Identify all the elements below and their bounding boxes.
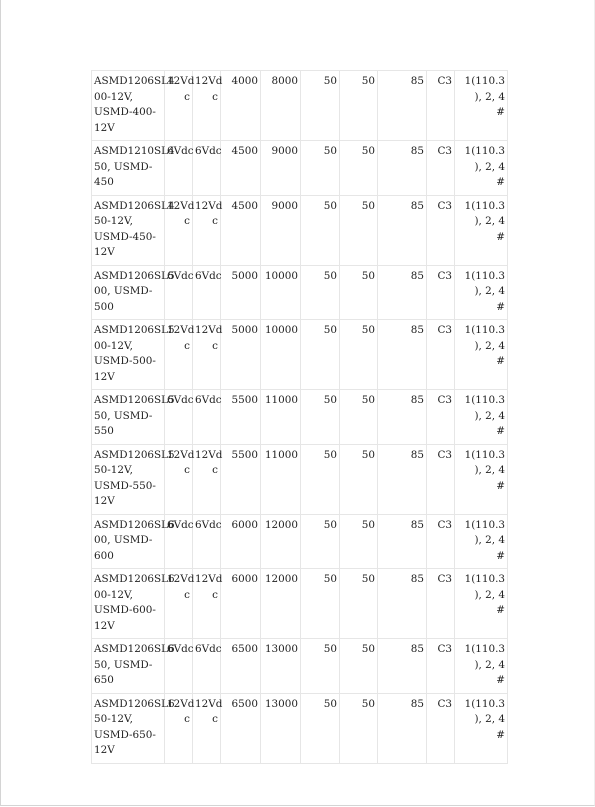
part-number-cell: ASMD1206SL5 00-12V, USMD-500- 12V: [92, 320, 165, 390]
hold-current-cell: 5500: [221, 390, 261, 445]
part-number-cell: ASMD1206SL5 00, USMD- 500: [92, 265, 165, 320]
table-row: [92, 141, 508, 196]
table-row: [92, 639, 508, 694]
spec-table: [91, 70, 508, 764]
max-current-2-cell: 50: [340, 195, 378, 265]
max-current-cell: 50: [301, 141, 340, 196]
trip-current-cell: 12000: [261, 514, 301, 569]
voltage-rated-cell: 12Vd c: [193, 444, 221, 514]
trip-current-cell: 11000: [261, 390, 301, 445]
reference-cell: 1(110.3 ), 2, 4 #: [455, 390, 508, 445]
max-current-2-cell: 50: [340, 639, 378, 694]
trip-current-cell: 13000: [261, 639, 301, 694]
voltage-max-cell: 12Vd c: [165, 320, 193, 390]
temperature-cell: 85: [378, 639, 427, 694]
hold-current-cell: 6500: [221, 693, 261, 763]
table-row: [92, 444, 508, 514]
table-row: [92, 265, 508, 320]
part-number-cell: ASMD1206SL6 50, USMD- 650: [92, 639, 165, 694]
hold-current-cell: 6500: [221, 639, 261, 694]
voltage-rated-cell: 12Vd c: [193, 195, 221, 265]
code-cell: C3: [427, 444, 455, 514]
temperature-cell: 85: [378, 195, 427, 265]
trip-current-cell: 11000: [261, 444, 301, 514]
code-cell: C3: [427, 639, 455, 694]
temperature-cell: 85: [378, 444, 427, 514]
code-cell: C3: [427, 569, 455, 639]
voltage-rated-cell: 12Vd c: [193, 71, 221, 141]
max-current-cell: 50: [301, 639, 340, 694]
reference-cell: 1(110.3 ), 2, 4 #: [455, 141, 508, 196]
code-cell: C3: [427, 71, 455, 141]
part-number-cell: ASMD1206SL4 00-12V, USMD-400- 12V: [92, 71, 165, 141]
voltage-max-cell: 12Vd c: [165, 71, 193, 141]
reference-cell: 1(110.3 ), 2, 4 #: [455, 444, 508, 514]
table-row: [92, 514, 508, 569]
code-cell: C3: [427, 141, 455, 196]
reference-cell: 1(110.3 ), 2, 4 #: [455, 693, 508, 763]
voltage-rated-cell: 12Vd c: [193, 569, 221, 639]
hold-current-cell: 4500: [221, 141, 261, 196]
hold-current-cell: 5000: [221, 320, 261, 390]
max-current-2-cell: 50: [340, 320, 378, 390]
max-current-2-cell: 50: [340, 141, 378, 196]
voltage-rated-cell: 6Vdc: [193, 514, 221, 569]
max-current-cell: 50: [301, 71, 340, 141]
code-cell: C3: [427, 320, 455, 390]
voltage-rated-cell: 6Vdc: [193, 390, 221, 445]
voltage-max-cell: 12Vd c: [165, 444, 193, 514]
temperature-cell: 85: [378, 390, 427, 445]
temperature-cell: 85: [378, 569, 427, 639]
max-current-cell: 50: [301, 320, 340, 390]
voltage-max-cell: 6Vdc: [165, 514, 193, 569]
temperature-cell: 85: [378, 71, 427, 141]
max-current-2-cell: 50: [340, 693, 378, 763]
temperature-cell: 85: [378, 265, 427, 320]
reference-cell: 1(110.3 ), 2, 4 #: [455, 265, 508, 320]
temperature-cell: 85: [378, 141, 427, 196]
hold-current-cell: 5500: [221, 444, 261, 514]
max-current-2-cell: 50: [340, 569, 378, 639]
temperature-cell: 85: [378, 320, 427, 390]
voltage-max-cell: 12Vd c: [165, 693, 193, 763]
hold-current-cell: 6000: [221, 569, 261, 639]
trip-current-cell: 10000: [261, 265, 301, 320]
trip-current-cell: 10000: [261, 320, 301, 390]
voltage-rated-cell: 6Vdc: [193, 265, 221, 320]
table-row: [92, 569, 508, 639]
voltage-max-cell: 6Vdc: [165, 141, 193, 196]
reference-cell: 1(110.3 ), 2, 4 #: [455, 514, 508, 569]
reference-cell: 1(110.3 ), 2, 4 #: [455, 195, 508, 265]
max-current-2-cell: 50: [340, 265, 378, 320]
voltage-rated-cell: 12Vd c: [193, 320, 221, 390]
trip-current-cell: 12000: [261, 569, 301, 639]
voltage-rated-cell: 6Vdc: [193, 639, 221, 694]
max-current-cell: 50: [301, 265, 340, 320]
max-current-2-cell: 50: [340, 390, 378, 445]
reference-cell: 1(110.3 ), 2, 4 #: [455, 639, 508, 694]
max-current-cell: 50: [301, 195, 340, 265]
reference-cell: 1(110.3 ), 2, 4 #: [455, 569, 508, 639]
voltage-max-cell: 6Vdc: [165, 639, 193, 694]
part-number-cell: ASMD1206SL6 00, USMD- 600: [92, 514, 165, 569]
hold-current-cell: 4500: [221, 195, 261, 265]
code-cell: C3: [427, 390, 455, 445]
max-current-cell: 50: [301, 693, 340, 763]
trip-current-cell: 9000: [261, 141, 301, 196]
code-cell: C3: [427, 693, 455, 763]
reference-cell: 1(110.3 ), 2, 4 #: [455, 71, 508, 141]
voltage-rated-cell: 12Vd c: [193, 693, 221, 763]
voltage-max-cell: 6Vdc: [165, 265, 193, 320]
code-cell: C3: [427, 514, 455, 569]
table-row: [92, 390, 508, 445]
table-row: [92, 693, 508, 763]
table-row: [92, 71, 508, 141]
voltage-max-cell: 12Vd c: [165, 195, 193, 265]
max-current-cell: 50: [301, 390, 340, 445]
part-number-cell: ASMD1206SL6 00-12V, USMD-600- 12V: [92, 569, 165, 639]
part-number-cell: ASMD1206SL4 50-12V, USMD-450- 12V: [92, 195, 165, 265]
trip-current-cell: 8000: [261, 71, 301, 141]
trip-current-cell: 13000: [261, 693, 301, 763]
table-row: [92, 195, 508, 265]
max-current-cell: 50: [301, 514, 340, 569]
max-current-cell: 50: [301, 444, 340, 514]
hold-current-cell: 6000: [221, 514, 261, 569]
temperature-cell: 85: [378, 693, 427, 763]
part-number-cell: ASMD1210SL4 50, USMD- 450: [92, 141, 165, 196]
spec-table-body: [92, 71, 508, 764]
table-row: [92, 320, 508, 390]
max-current-2-cell: 50: [340, 444, 378, 514]
voltage-max-cell: 12Vd c: [165, 569, 193, 639]
reference-cell: 1(110.3 ), 2, 4 #: [455, 320, 508, 390]
voltage-max-cell: 6Vdc: [165, 390, 193, 445]
max-current-cell: 50: [301, 569, 340, 639]
max-current-2-cell: 50: [340, 514, 378, 569]
hold-current-cell: 4000: [221, 71, 261, 141]
trip-current-cell: 9000: [261, 195, 301, 265]
part-number-cell: ASMD1206SL5 50, USMD- 550: [92, 390, 165, 445]
code-cell: C3: [427, 195, 455, 265]
hold-current-cell: 5000: [221, 265, 261, 320]
temperature-cell: 85: [378, 514, 427, 569]
part-number-cell: ASMD1206SL6 50-12V, USMD-650- 12V: [92, 693, 165, 763]
part-number-cell: ASMD1206SL5 50-12V, USMD-550- 12V: [92, 444, 165, 514]
code-cell: C3: [427, 265, 455, 320]
voltage-rated-cell: 6Vdc: [193, 141, 221, 196]
max-current-2-cell: 50: [340, 71, 378, 141]
